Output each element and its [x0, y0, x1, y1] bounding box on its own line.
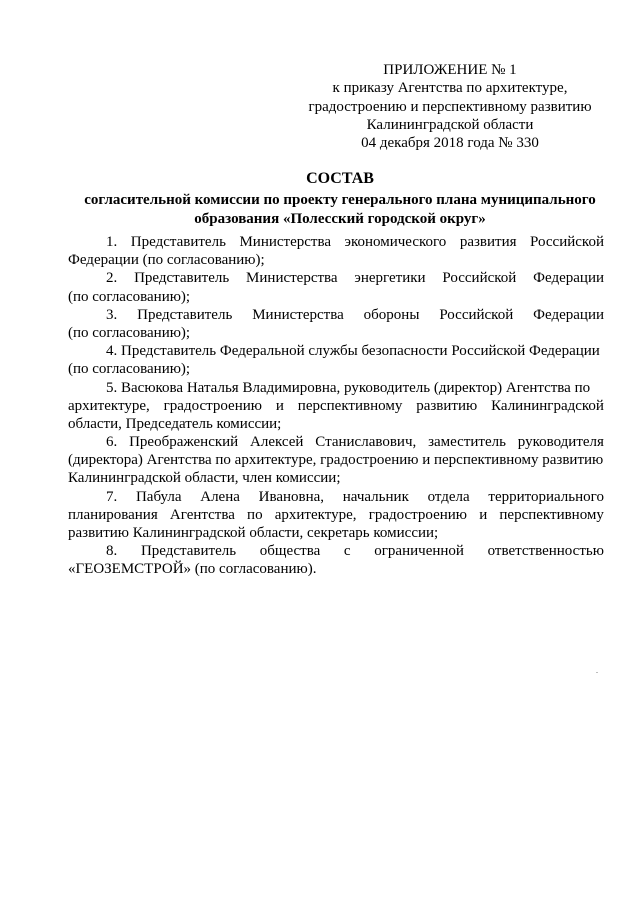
list-item-line — [68, 397, 604, 415]
list-item-line — [68, 360, 604, 378]
document-subtitle-line-2: образования «Полесский городской округ» — [194, 211, 486, 227]
list-item-word: Министерства — [239, 234, 331, 250]
list-item-word: 3. — [106, 306, 118, 323]
list-item-word: перспективному — [297, 397, 403, 414]
list-item-word: и — [275, 397, 284, 414]
list-item-line — [68, 415, 604, 433]
list-item-word: энергетики — [354, 270, 426, 287]
document-title: СОСТАВ — [306, 170, 374, 187]
list-item-word: 7. — [106, 488, 118, 505]
list-item-word: 2. — [106, 270, 118, 287]
list-item — [68, 433, 604, 488]
list-item-word: Алена — [200, 488, 240, 505]
appendix-header — [300, 61, 600, 152]
list-item-word: заместитель — [428, 434, 506, 451]
list-item-word: градостроению — [368, 506, 468, 523]
document-heading — [40, 169, 640, 229]
list-item-line — [68, 560, 604, 578]
appendix-region-line: Калининградской области — [366, 116, 534, 133]
list-item-word: Калининградской — [491, 397, 604, 414]
appendix-date-line: 04 декабря 2018 года № 330 — [361, 135, 539, 152]
list-item-word: Представитель — [140, 543, 237, 560]
list-item — [68, 488, 604, 543]
list-item-line — [68, 342, 604, 360]
list-item-text: развитию Калининградской области, секретарь комиссии; — [68, 525, 439, 541]
list-item-word: и — [479, 506, 488, 523]
list-item-word: руководителя — [517, 434, 604, 451]
list-item-word: Агентства — [169, 506, 235, 523]
list-item-text: «ГЕОЗЕМСТРОЙ» (по согласованию). — [68, 561, 317, 578]
list-item-word: Представитель — [137, 306, 233, 323]
list-item-word: ответственностью — [487, 543, 604, 560]
list-item-line — [68, 288, 604, 306]
appendix-number: ПРИЛОЖЕНИЕ № 1 — [383, 62, 517, 78]
list-item-word: Представитель — [134, 270, 230, 287]
list-item-word: с — [343, 543, 351, 560]
list-item-word: планирования — [68, 506, 158, 523]
list-item-word: градостроению — [163, 397, 262, 414]
list-item-word: Представитель — [130, 234, 226, 250]
list-item-word: развитию — [416, 397, 478, 414]
list-item-word: Министерства — [252, 306, 344, 323]
list-item-text: Федерации (по согласованию); — [68, 252, 265, 269]
list-item-text: 5. Васюкова Наталья Владимировна, руководитель (директор) Агентства по — [106, 379, 591, 396]
list-item-word: архитектуре, — [68, 397, 150, 414]
list-item-word: Алексей — [250, 434, 304, 451]
scan-speck — [596, 672, 598, 673]
list-item-word: по — [247, 506, 263, 523]
list-item-text: 4. Представитель Федеральной службы безопасности Российской Федерации — [106, 343, 600, 360]
list-item-word: отдела — [427, 488, 470, 505]
list-item-text: области, Председатель комиссии; — [68, 415, 282, 432]
list-item-word: Министерства — [246, 270, 338, 287]
list-item — [68, 379, 604, 434]
appendix-order-ref: к приказу Агентства по архитектуре, — [332, 80, 568, 97]
list-item-line — [68, 233, 604, 251]
list-item-word: Станиславович, — [315, 434, 417, 451]
list-item-text: (по согласованию); — [68, 361, 191, 378]
list-item-line — [68, 306, 604, 324]
list-item-line — [68, 433, 604, 451]
list-item-word: Российской — [439, 306, 514, 323]
list-item — [68, 269, 604, 305]
list-item-word: ограниченной — [374, 543, 464, 560]
list-item-line — [68, 324, 604, 342]
list-item-text: (по согласованию); — [68, 288, 191, 305]
list-item-word: развития — [459, 234, 517, 250]
list-item-word: начальник — [342, 488, 409, 505]
list-item-word: общества — [259, 543, 321, 560]
list-item-word: экономического — [344, 234, 447, 250]
appendix-agency-line: градостроению и перспективному развитию — [308, 98, 592, 115]
list-item — [68, 542, 604, 578]
list-item-word: 8. — [106, 543, 118, 560]
list-item-word: Федерации — [533, 270, 604, 287]
list-item-line — [68, 524, 604, 542]
commission-member-list — [68, 233, 604, 579]
list-item-line — [68, 251, 604, 269]
list-item-text: Калининградской области, член комиссии; — [68, 470, 341, 487]
list-item-word: Ивановна, — [258, 488, 325, 505]
list-item — [68, 306, 604, 342]
list-item-word: 1. — [106, 234, 118, 250]
list-item-text: (по согласованию); — [68, 324, 191, 341]
list-item-line — [68, 269, 604, 287]
list-item-line — [68, 451, 604, 469]
list-item-line — [68, 379, 604, 397]
list-item-word: Федерации — [533, 306, 604, 323]
document-subtitle-line-1: согласительной комиссии по проекту генерального плана муниципального — [84, 192, 596, 208]
list-item-word: архитектуре, — [274, 506, 357, 523]
list-item-word: территориального — [488, 488, 604, 505]
list-item-line — [68, 488, 604, 506]
list-item-word: обороны — [363, 306, 420, 323]
list-item-word: Преображенский — [129, 434, 239, 451]
list-item — [68, 233, 604, 269]
list-item-word: перспективному — [499, 506, 604, 523]
list-item-word: Российской — [530, 234, 604, 250]
list-item-line — [68, 542, 604, 560]
list-item — [68, 342, 604, 378]
list-item-word: Российской — [442, 270, 517, 287]
list-item-line — [68, 469, 604, 487]
list-item-word: Пабула — [135, 488, 182, 505]
list-item-line — [68, 506, 604, 524]
list-item-text: (директора) Агентства по архитектуре, градостроению и перспективному развитию — [68, 452, 604, 469]
list-item-word: 6. — [106, 434, 118, 451]
